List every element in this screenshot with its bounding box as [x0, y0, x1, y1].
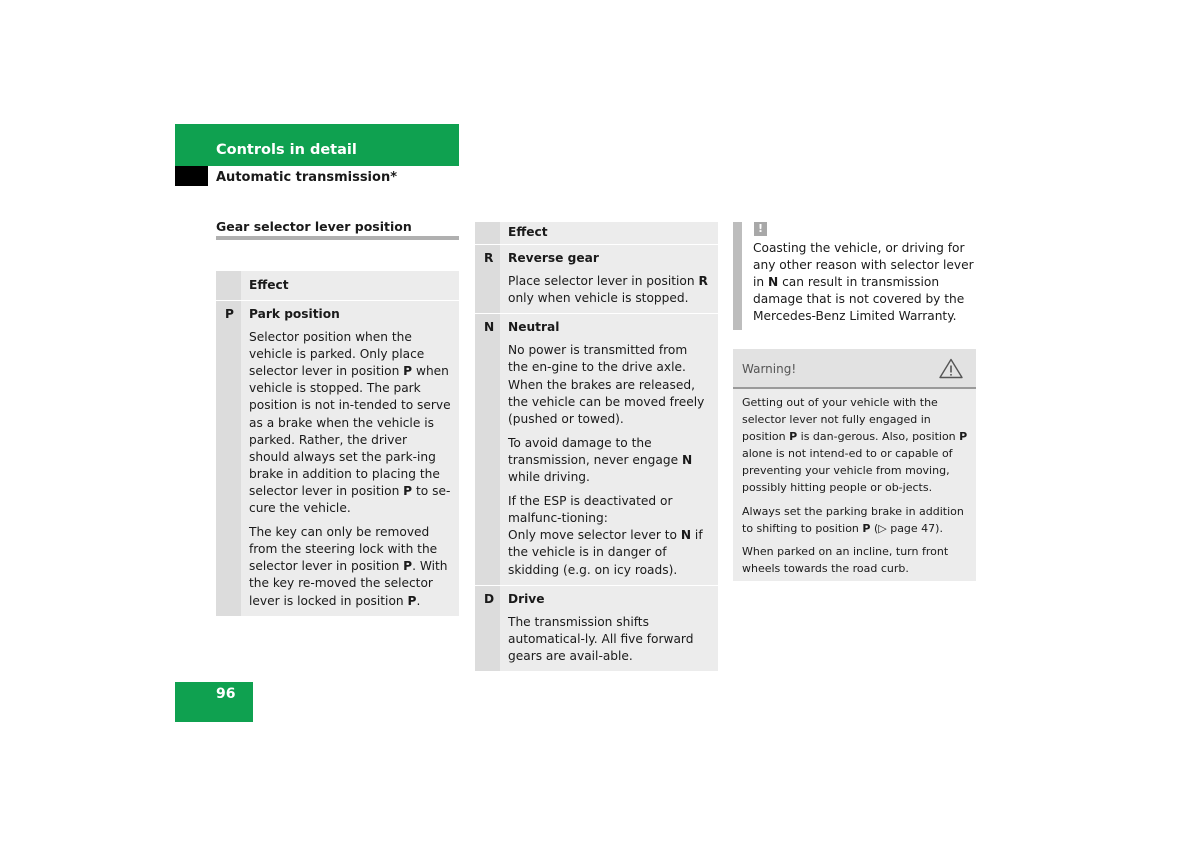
key-header-cell	[475, 222, 500, 245]
notice-bar	[733, 222, 742, 330]
gear-position-table-right	[475, 222, 718, 671]
gear-key: N	[475, 314, 500, 343]
table-row	[475, 273, 718, 314]
effect-header: Effect	[241, 271, 459, 301]
table-row	[475, 342, 718, 585]
notice-box	[733, 222, 976, 330]
section-title: Controls in detail	[216, 142, 357, 158]
table-row	[216, 301, 459, 330]
table-row	[216, 329, 459, 616]
gear-selector-heading: Gear selector lever position	[216, 219, 412, 234]
description-paragraph: To avoid damage to the transmission, never engage N while driving.	[508, 435, 693, 485]
table-header-row	[216, 271, 459, 301]
page-number: 96	[216, 686, 236, 702]
description-paragraph: The transmission shifts automatical-ly. All five forward gears are avail-able.	[508, 614, 694, 663]
gear-position-table-left	[216, 271, 459, 616]
heading-rule	[216, 236, 459, 240]
notice-text: Coasting the vehicle, or driving for any other reason with selector lever in N can result in transmission damage that is not covered by the Mercedes-Benz Limited Warranty.	[753, 241, 974, 324]
gear-key: R	[475, 245, 500, 274]
warning-box	[733, 349, 976, 581]
effect-header: Effect	[500, 222, 718, 245]
key-spacer	[475, 614, 500, 671]
table-row	[475, 614, 718, 671]
warning-rule	[733, 387, 976, 389]
description-paragraph: The key can only be removed from the steering lock with the selector lever in position P. With the key re-moved the selector lever is locked in position P.	[249, 525, 448, 608]
table-row	[475, 314, 718, 343]
section-marker	[175, 166, 208, 186]
warning-paragraph: Getting out of your vehicle with the selector lever not fully engaged in position P is dan-gerous. Also, position P alone is not intend-ed to or capable of preventing your vehicle from moving, possibly hitting people or ob-jects.	[742, 396, 968, 495]
table-row	[475, 585, 718, 614]
warning-paragraph: When parked on an incline, turn front wheels towards the road curb.	[742, 544, 949, 575]
description-paragraph: If the ESP is deactivated or malfunc-tioning: Only move selector lever to N if the vehicle is in danger of skidding (e.g. on icy roads).	[508, 494, 703, 577]
gear-key: D	[475, 585, 500, 614]
gear-name: Park position	[241, 301, 459, 330]
warning-paragraph: Always set the parking brake in addition to shifting to position P (▷ page 47).	[742, 504, 964, 535]
description-paragraph: No power is transmitted from the en-gine to the drive axle. When the brakes are released, the vehicle can be moved freely (pushed or towed).	[508, 343, 705, 426]
key-header-cell	[216, 271, 241, 301]
key-spacer	[216, 329, 241, 616]
gear-key: P	[216, 301, 241, 330]
warning-header	[733, 349, 976, 387]
key-spacer	[475, 342, 500, 585]
page-number-box	[175, 682, 253, 722]
subsection-title: Automatic transmission*	[216, 170, 397, 185]
table-row	[475, 245, 718, 274]
exclamation-icon: !	[754, 222, 767, 236]
gear-name: Reverse gear	[500, 245, 718, 274]
description-paragraph: Selector position when the vehicle is parked. Only place selector lever in position P when vehicle is stopped. The park position is not in-tended to serve as a brake when the vehicle is parked. Rather, the driver should always set the park-ing brake in addition to placing the selector lever in position P to se-cure the vehicle.	[249, 330, 451, 516]
table-header-row	[475, 222, 718, 245]
description-paragraph: Place selector lever in position R only when vehicle is stopped.	[508, 274, 708, 306]
gear-name: Drive	[500, 585, 718, 614]
key-spacer	[475, 273, 500, 314]
warning-label: Warning!	[742, 362, 797, 376]
gear-description	[241, 329, 459, 616]
gear-description	[500, 273, 718, 314]
gear-description	[500, 614, 718, 671]
gear-name: Neutral	[500, 314, 718, 343]
warning-text	[742, 394, 970, 583]
gear-description	[500, 342, 718, 585]
warning-triangle-icon	[939, 358, 963, 379]
